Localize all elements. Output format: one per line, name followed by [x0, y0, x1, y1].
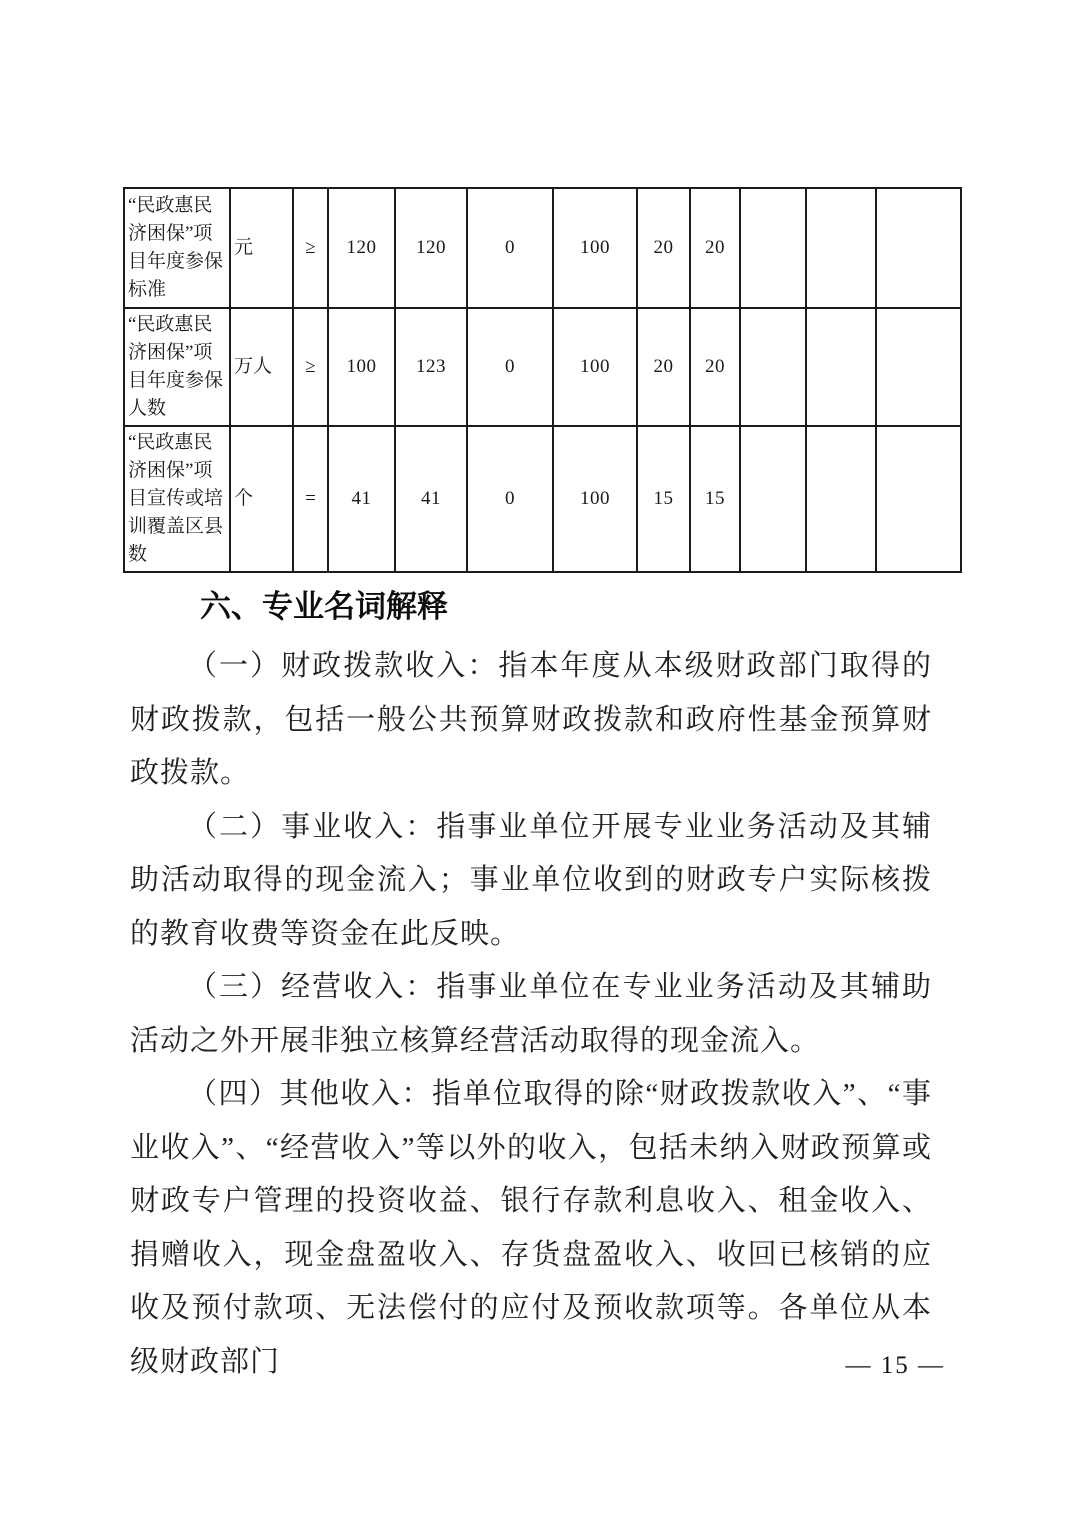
value-cell: 15: [690, 426, 740, 572]
value-cell: 100: [553, 188, 637, 308]
empty-cell: [806, 188, 876, 308]
value-cell: 100: [553, 426, 637, 572]
value-cell: 120: [395, 188, 467, 308]
paragraph-operating-income: （三）经营收入：指事业单位在专业业务活动及其辅助活动之外开展非独立核算经营活动取得的现金流入。: [130, 971, 932, 1057]
value-cell: 20: [637, 308, 690, 426]
value-cell: 0: [467, 426, 553, 572]
value-cell: 100: [328, 308, 395, 426]
value-cell: 20: [690, 188, 740, 308]
unit-cell: 万人: [230, 308, 293, 426]
value-cell: 41: [395, 426, 467, 572]
value-cell: 41: [328, 426, 395, 572]
empty-cell: [876, 188, 961, 308]
table-row: [124, 188, 961, 308]
value-cell: 20: [690, 308, 740, 426]
paragraph-institutional-income: （二）事业收入：指事业单位开展专业业务活动及其辅助活动取得的现金流入；事业单位收到的财政专户实际核拨的教育收费等资金在此反映。: [130, 810, 932, 950]
section-heading: 六、专业名词解释: [200, 589, 448, 624]
empty-cell: [876, 426, 961, 572]
paragraph-other-income: （四）其他收入：指单位取得的除“财政拨款收入”、“事业收入”、“经营收入”等以外的收入，包括未纳入财政预算或财政专户管理的投资收益、银行存款利息收入、租金收入、捐赠收入，现金盘盈收入、存货盘盈收入、收回已核销的应收及预付款项、无法偿付的应付及预收款项等。各单位从本级财政部门: [130, 1078, 932, 1378]
operator-cell: ≥: [293, 188, 328, 308]
empty-cell: [740, 426, 806, 572]
indicator-name-cell: “民政惠民济困保”项目宣传或培训覆盖区县数: [124, 426, 230, 572]
paragraph-fiscal-appropriation-income: （一）财政拨款收入：指本年度从本级财政部门取得的财政拨款，包括一般公共预算财政拨款和政府性基金预算财政拨款。: [130, 650, 932, 789]
indicator-table: [123, 187, 962, 573]
indicator-name-cell: “民政惠民济困保”项目年度参保人数: [124, 308, 230, 426]
empty-cell: [806, 426, 876, 572]
value-cell: 15: [637, 426, 690, 572]
table-row: [124, 308, 961, 426]
value-cell: 100: [553, 308, 637, 426]
value-cell: 20: [637, 188, 690, 308]
empty-cell: [876, 308, 961, 426]
operator-cell: ≥: [293, 308, 328, 426]
operator-cell: =: [293, 426, 328, 572]
indicator-name-cell: “民政惠民济困保”项目年度参保标准: [124, 188, 230, 308]
value-cell: 123: [395, 308, 467, 426]
empty-cell: [806, 308, 876, 426]
value-cell: 120: [328, 188, 395, 308]
table-row: [124, 426, 961, 572]
value-cell: 0: [467, 308, 553, 426]
empty-cell: [740, 308, 806, 426]
empty-cell: [740, 188, 806, 308]
unit-cell: 元: [230, 188, 293, 308]
value-cell: 0: [467, 188, 553, 308]
body-content: [130, 584, 932, 1389]
unit-cell: 个: [230, 426, 293, 572]
page-number: — 15 —: [845, 1352, 945, 1379]
